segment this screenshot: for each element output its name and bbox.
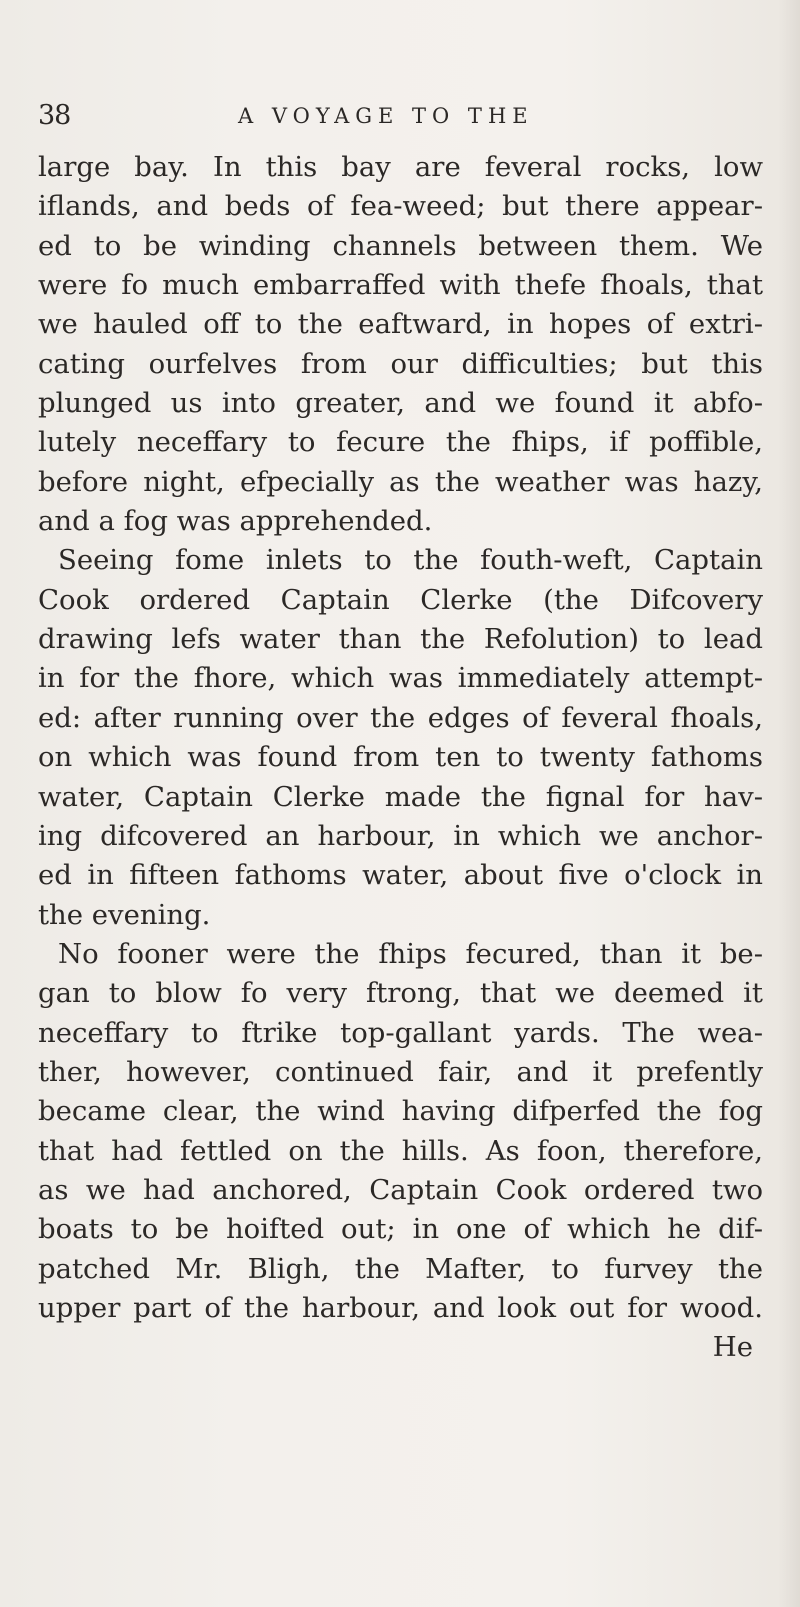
text-line: plunged us into greater, and we found it abfo-	[38, 387, 763, 420]
text-line: neceffary to ftrike top-gallant yards. The wea-	[38, 1016, 763, 1049]
text-line: gan to blow fo very ftrong, that we deemed it	[38, 977, 763, 1010]
text-line: became clear, the wind having difperfed the fog	[38, 1095, 763, 1128]
running-head-title: A VOYAGE TO THE	[238, 104, 534, 128]
paragraph-start-line: No fooner were the fhips fecured, than it be-	[58, 937, 763, 970]
text-line: Cook ordered Captain Clerke (the Difcovery	[38, 583, 763, 616]
text-line: that had fettled on the hills. As foon, therefore,	[38, 1134, 763, 1167]
text-line: ed to be winding channels between them. We	[38, 229, 763, 262]
running-head	[38, 100, 758, 136]
catchword: He	[712, 1331, 753, 1364]
text-line: ing difcovered an harbour, in which we anchor-	[38, 819, 763, 852]
text-line: lutely neceffary to fecure the fhips, if poffible,	[38, 426, 763, 459]
text-line: upper part of the harbour, and look out for wood.	[38, 1291, 763, 1324]
paragraph-start-line: Seeing fome inlets to the fouth-weft, Captain	[58, 544, 763, 577]
text-line: iflands, and beds of fea-weed; but there appear-	[38, 190, 763, 223]
text-line: water, Captain Clerke made the fignal for hav-	[38, 780, 763, 813]
page-edge-shadow	[778, 0, 800, 1607]
text-line: ther, however, continued fair, and it prefently	[38, 1055, 763, 1088]
text-line: ed: after running over the edges of feveral fhoals,	[38, 701, 763, 734]
text-line: ed in fifteen fathoms water, about five o'clock in	[38, 859, 763, 892]
text-line: we hauled off to the eaftward, in hopes of extri-	[38, 308, 763, 341]
text-line: patched Mr. Bligh, the Mafter, to furvey the	[38, 1252, 763, 1285]
text-line: drawing lefs water than the Refolution) to lead	[38, 623, 763, 656]
text-line: in for the fhore, which was immediately attempt-	[38, 662, 763, 695]
page-number: 38	[38, 100, 71, 131]
text-line: as we had anchored, Captain Cook ordered two	[38, 1173, 763, 1206]
text-line: boats to be hoifted out; in one of which he dif-	[38, 1213, 763, 1246]
text-line: were fo much embarraffed with thefe fhoals, that	[38, 269, 763, 302]
text-line: on which was found from ten to twenty fathoms	[38, 741, 763, 774]
text-line: before night, efpecially as the weather was hazy,	[38, 465, 763, 498]
body-text	[38, 148, 763, 1368]
text-line: cating ourfelves from our difficulties; but this	[38, 347, 763, 380]
text-line: large bay. In this bay are feveral rocks, low	[38, 151, 763, 183]
text-line: and a fog was apprehended.	[38, 505, 433, 538]
text-line: the evening.	[38, 898, 211, 931]
